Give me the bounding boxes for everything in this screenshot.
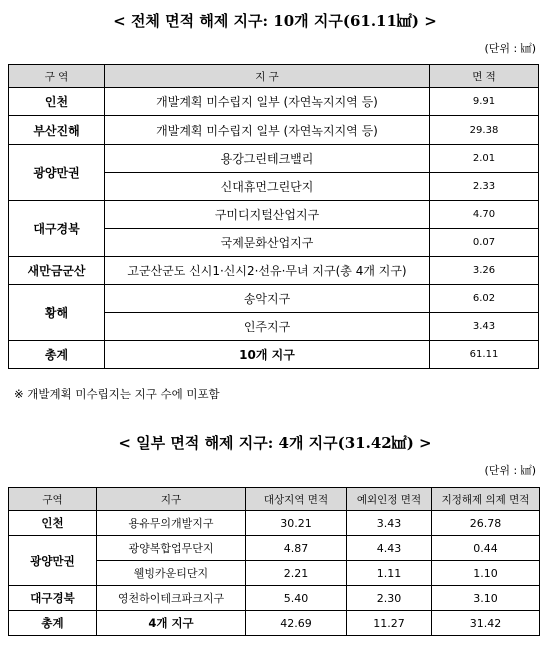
region-cell: 광양만권 xyxy=(9,536,97,586)
total-row xyxy=(9,611,540,636)
district-cell: 구미디지털산업지구 xyxy=(105,201,430,229)
region-cell: 부산진해 xyxy=(9,116,105,145)
header-region: 구역 xyxy=(9,488,97,511)
table-row xyxy=(9,511,540,536)
region-cell: 총계 xyxy=(9,611,97,636)
area-cell: 29.38 xyxy=(430,116,539,145)
section2-title: < 일부 면적 해제 지구: 4개 지구(31.42㎢) > xyxy=(118,434,432,452)
section2-unit: (단위 : ㎢) xyxy=(484,464,536,477)
area-cell: 4.70 xyxy=(430,201,539,229)
exception-area-cell: 2.30 xyxy=(347,586,432,611)
region-cell: 황해 xyxy=(9,285,105,341)
region-cell: 인천 xyxy=(9,511,97,536)
footnote: ※ 개발계획 미수립지는 지구 수에 미포함 xyxy=(14,387,220,401)
section1-title: < 전체 면적 해제 지구: 10개 지구(61.11㎢) > xyxy=(113,12,437,30)
exception-area-cell: 3.43 xyxy=(347,511,432,536)
exception-area-cell: 11.27 xyxy=(347,611,432,636)
area-cell: 2.33 xyxy=(430,173,539,201)
area-cell: 6.02 xyxy=(430,285,539,313)
header-target-area: 대상지역 면적 xyxy=(246,488,347,511)
header-exception-area: 예외인정 면적 xyxy=(347,488,432,511)
table-header-row xyxy=(9,488,540,511)
region-cell: 대구경북 xyxy=(9,586,97,611)
target-area-cell: 42.69 xyxy=(246,611,347,636)
target-area-cell: 2.21 xyxy=(246,561,347,586)
section1-unit: (단위 : ㎢) xyxy=(484,42,536,55)
header-district: 지 구 xyxy=(105,65,430,88)
table-row xyxy=(9,88,539,116)
table-row xyxy=(9,201,539,229)
district-cell: 용유무의개발지구 xyxy=(97,511,246,536)
release-area-cell: 0.44 xyxy=(432,536,540,561)
area-cell: 2.01 xyxy=(430,145,539,173)
header-district: 지구 xyxy=(97,488,246,511)
district-cell: 개발계획 미수립지 일부 (자연녹지지역 등) xyxy=(105,116,430,145)
district-cell: 영천하이테크파크지구 xyxy=(97,586,246,611)
area-cell: 0.07 xyxy=(430,229,539,257)
full-release-table xyxy=(8,64,539,369)
region-cell: 총계 xyxy=(9,341,105,369)
exception-area-cell: 1.11 xyxy=(347,561,432,586)
target-area-cell: 4.87 xyxy=(246,536,347,561)
table-row xyxy=(9,257,539,285)
district-cell: 광양복합업무단지 xyxy=(97,536,246,561)
district-cell: 송악지구 xyxy=(105,285,430,313)
area-cell: 3.43 xyxy=(430,313,539,341)
table-row xyxy=(9,116,539,145)
target-area-cell: 5.40 xyxy=(246,586,347,611)
district-cell: 인주지구 xyxy=(105,313,430,341)
region-cell: 인천 xyxy=(9,88,105,116)
release-area-cell: 31.42 xyxy=(432,611,540,636)
region-cell: 광양만권 xyxy=(9,145,105,201)
district-cell: 신대휴먼그린단지 xyxy=(105,173,430,201)
area-cell: 9.91 xyxy=(430,88,539,116)
district-cell: 용강그린테크밸리 xyxy=(105,145,430,173)
district-cell: 개발계획 미수립지 일부 (자연녹지지역 등) xyxy=(105,88,430,116)
table-header-row xyxy=(9,65,539,88)
header-region: 구 역 xyxy=(9,65,105,88)
area-cell: 3.26 xyxy=(430,257,539,285)
release-area-cell: 3.10 xyxy=(432,586,540,611)
district-cell: 국제문화산업지구 xyxy=(105,229,430,257)
release-area-cell: 1.10 xyxy=(432,561,540,586)
release-area-cell: 26.78 xyxy=(432,511,540,536)
table-row xyxy=(9,536,540,561)
table-row xyxy=(9,586,540,611)
exception-area-cell: 4.43 xyxy=(347,536,432,561)
area-cell: 61.11 xyxy=(430,341,539,369)
district-cell: 4개 지구 xyxy=(97,611,246,636)
header-release-area: 지정해제 의제 면적 xyxy=(432,488,540,511)
region-cell: 새만금군산 xyxy=(9,257,105,285)
district-cell: 10개 지구 xyxy=(105,341,430,369)
target-area-cell: 30.21 xyxy=(246,511,347,536)
district-cell: 웰빙카운티단지 xyxy=(97,561,246,586)
partial-release-table xyxy=(8,487,540,636)
total-row xyxy=(9,341,539,369)
header-area: 면 적 xyxy=(430,65,539,88)
table-row xyxy=(9,285,539,313)
district-cell: 고군산군도 신시1·신시2·선유·무녀 지구(총 4개 지구) xyxy=(105,257,430,285)
region-cell: 대구경북 xyxy=(9,201,105,257)
table-row xyxy=(9,145,539,173)
